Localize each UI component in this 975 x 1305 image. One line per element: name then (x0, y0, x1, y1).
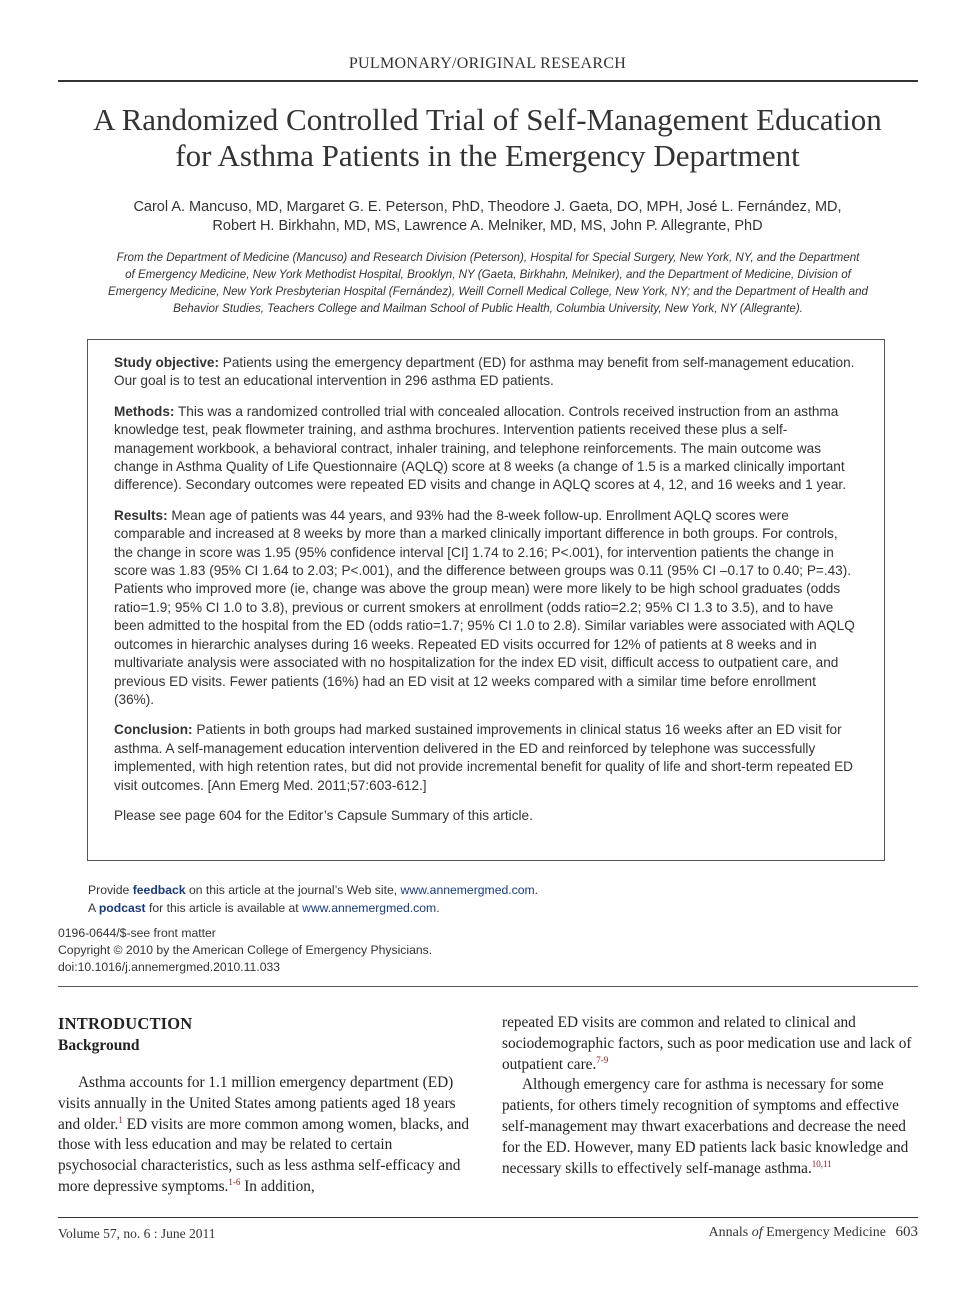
site-link-1[interactable]: www.annemergmed.com (400, 883, 535, 897)
capsule-note: Please see page 604 for the Editor’s Capsule Summary of this article. (114, 807, 533, 823)
body-column-right (502, 1013, 918, 1179)
podcast-middle: for this article is available at (148, 901, 299, 915)
title-line-2: for Asthma Patients in the Emergency Department (175, 138, 800, 173)
intro-paragraph-1 (58, 1073, 474, 1198)
affiliations (52, 249, 924, 317)
intro-text-1b: ED visits are more common among women, blacks, and those with less education and may be related to certain psychosocial characteristics, such as less asthma self-efficacy and more depressive symptoms. (58, 1115, 470, 1195)
conclusion-text: Patients in both groups had marked sustained improvements in clinical status 16 weeks after an ED visit for asthma. A self-management education intervention delivered in the ED and reinforced by telephone was successfully implemented, with high retention rates, but did not provide incremental benefit for quality of life and short-term repeated ED visit outcomes. [Ann Emerg Med. 2011;57:603-612.] (114, 722, 853, 793)
page-number: 603 (895, 1224, 918, 1240)
author-list (40, 198, 935, 236)
section-heading: INTRODUCTION (58, 1014, 193, 1033)
citation-7-9[interactable]: 7-9 (596, 1054, 609, 1065)
abstract-box (87, 339, 885, 861)
doi-line: doi:10.1016/j.annemergmed.2010.11.033 (58, 960, 281, 974)
copyright-block (58, 925, 432, 976)
site-link-2[interactable]: www.annemergmed.com (302, 901, 437, 915)
objective-text: Patients using the emergency department (ED) for asthma may benefit from self-management education. Our goal is to test an educational intervention in 296 asthma ED patients. (114, 355, 855, 389)
objective-label: Study objective: (114, 355, 219, 370)
methods-label: Methods: (114, 403, 175, 419)
affiliation-line-1: From the Department of Medicine (Mancuso) and Research Division (Peterson), Hospital for Special Surgery, New York, NY, and the Department (116, 251, 860, 264)
authors-line-1: Carol A. Mancuso, MD, Margaret G. E. Peterson, PhD, Theodore J. Gaeta, DO, MPH, José L. Fernández, MD, (133, 199, 842, 215)
top-divider (58, 80, 918, 82)
section-label: PULMONARY/ORIGINAL RESEARCH (348, 55, 627, 72)
web-links (88, 881, 538, 917)
intro-text-1a: Asthma accounts for 1.1 million emergency department (ED) visits annually in the United States among patients aged 18 years and older. (58, 1074, 456, 1133)
intro-text-cont: repeated ED visits are common and related to clinical and sociodemographic factors, such as poor medication use and lack of outpatient care. (502, 1014, 912, 1073)
intro-text-1c: In addition, (240, 1177, 315, 1195)
affiliation-line-3: Emergency Medicine, New York Presbyterian Hospital (Fernández), Weill Cornell Medical College, New York, NY; and the Department of Health and (108, 285, 868, 298)
intro-paragraph-1-cont (502, 1013, 918, 1075)
results-text: Mean age of patients was 44 years, and 93% had the 8-week follow-up. Enrollment AQLQ scores were comparable and increased at 8 weeks by more than a marked clinically important difference in both groups. For controls, the change in score was 1.95 (95% confidence interval [CI] 1.74 to 2.16; P<.001), for intervention patients the change in score was 1.83 (95% CI 1.64 to 2.03; P<.001), and the difference between groups was 0.11 (95% CI –0.17 to 0.40; P=.43). Patients who improved more (ie, change was above the group mean) were more likely to be high school graduates (odds ratio=1.9; 95% CI 1.0 to 3.8), previous or current smokers at enrollment (odds ratio=2.2; 95% CI 1.3 to 3.5), and to have been admitted to the hospital from the ED (odds ratio=1.7; 95% CI 1.0 to 2.8). Similar variables were associated with AQLQ outcomes in hierarchic analyses during 16 weeks. Repeated ED visits occurred for 12% of patients at 8 weeks and in multivariate analysis were associated with no hospitalization for the index ED visit, difficult access to outpatient care, and previous ED visits. Fewer patients (16%) had an ED visit at 12 weeks compared with a similar time before enrollment (36%). (114, 507, 855, 707)
title-line-1: A Randomized Controlled Trial of Self-Management Education (93, 102, 882, 137)
feedback-middle: on this article at the journal’s Web site, (188, 883, 398, 897)
affiliation-line-2: of Emergency Medicine, New York Methodist Hospital, Brooklyn, NY (Gaeta, Birkhahn, Melniker), and the Department of Medicine, Division of (125, 268, 851, 281)
podcast-link[interactable]: podcast (98, 901, 146, 915)
journal-name-a: Annals (708, 1225, 749, 1240)
issue-info: Volume 57, no. 6 : June 2011 (58, 1226, 216, 1241)
abstract-results (114, 507, 858, 709)
podcast-period: . (436, 901, 440, 915)
mid-divider (58, 986, 918, 987)
abstract-objective (114, 354, 858, 391)
feedback-line (88, 881, 538, 899)
journal-footer (709, 1224, 918, 1241)
intro-paragraph-2 (502, 1075, 918, 1179)
citation-1[interactable]: 1 (118, 1114, 123, 1125)
methods-text: This was a randomized controlled trial with concealed allocation. Controls received instruction from an asthma knowledge test, peak flowmeter training, and asthma brochures. Intervention patients received these plus a self-management workbook, a behavioral contract, inhaler training, and telephone reinforcements. The main outcome was change in Asthma Quality of Life Questionnaire (AQLQ) score at 8 weeks (a change of 1.5 is a marked clinically important difference). Secondary outcomes were repeated ED visits and change in AQLQ scores at 4, 12, and 16 weeks and 1 year. (114, 403, 846, 493)
citation-1-6[interactable]: 1-6 (228, 1176, 241, 1187)
article-title (40, 102, 935, 174)
podcast-line (88, 899, 538, 917)
authors-line-2: Robert H. Birkhahn, MD, MS, Lawrence A. Melniker, MD, MS, John P. Allegrante, PhD (212, 218, 763, 234)
subsection-heading: Background (58, 1037, 140, 1054)
results-label: Results: (114, 507, 168, 523)
issn-line: 0196-0644/$-see front matter (58, 926, 216, 940)
journal-name-b: Emergency Medicine (766, 1225, 886, 1240)
feedback-prefix: Provide (88, 883, 130, 897)
feedback-link[interactable]: feedback (132, 883, 186, 897)
footer-divider (58, 1217, 918, 1218)
conclusion-label: Conclusion: (114, 722, 193, 738)
copyright-line: Copyright © 2010 by the American College of Emergency Physicians. (58, 943, 433, 957)
feedback-period: . (534, 883, 539, 897)
journal-name-of: of (751, 1225, 763, 1240)
affiliation-line-4: Behavior Studies, Teachers College and Mailman School of Public Health, Columbia University, New York, NY (Allegrante). (173, 302, 803, 315)
podcast-prefix: A (88, 901, 96, 915)
citation-10-11[interactable]: 10,11 (811, 1158, 832, 1169)
abstract-conclusion (114, 721, 858, 795)
abstract-methods (114, 403, 858, 495)
body-column-left (58, 1013, 474, 1198)
intro-text-2: Although emergency care for asthma is necessary for some patients, for others timely recognition of symptoms and effective self-management may thwart exacerbations and decrease the need for the ED. However, many ED patients lack basic knowledge and necessary skills to effectively self-manage asthma. (502, 1076, 909, 1177)
